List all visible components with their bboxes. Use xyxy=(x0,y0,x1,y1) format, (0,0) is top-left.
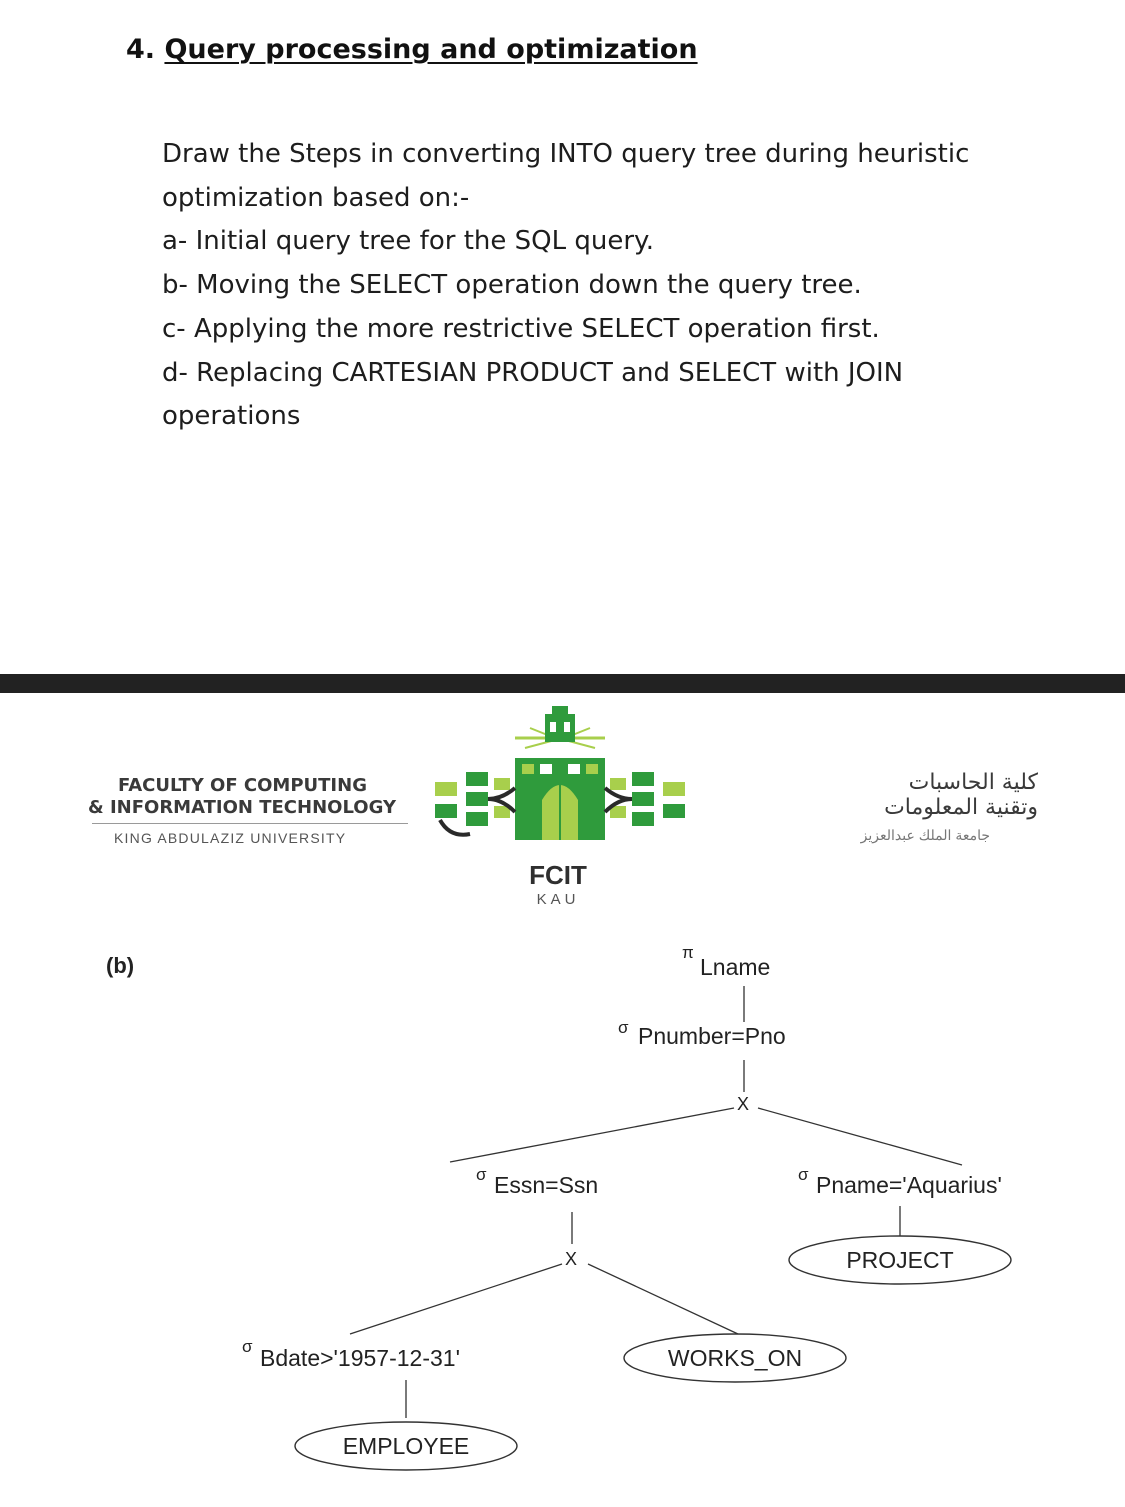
node-cross-top: X xyxy=(737,1094,750,1114)
figure-label: (b) xyxy=(106,953,135,978)
item-d-continued: operations xyxy=(162,401,301,432)
item-a: a- Initial query tree for the SQL query. xyxy=(162,226,654,257)
edge-cross-to-pname xyxy=(758,1108,962,1165)
sigma-symbol: σ xyxy=(476,1165,487,1184)
node-cross-bottom: X xyxy=(565,1249,578,1269)
relation-employee: EMPLOYEE xyxy=(342,1433,470,1459)
item-b: b- Moving the SELECT operation down the query tree. xyxy=(162,270,862,301)
pi-symbol: π xyxy=(682,943,694,962)
intro-line: optimization based on:- xyxy=(162,182,470,213)
relation-project: PROJECT xyxy=(846,1247,954,1273)
university-name: KING ABDULAZIZ UNIVERSITY xyxy=(114,830,347,846)
node-select-pnumber: Pnumber=Pno xyxy=(638,1023,786,1049)
sigma-symbol: σ xyxy=(242,1337,253,1356)
edge-cross-to-works-on xyxy=(588,1264,738,1334)
question-number: 4. xyxy=(126,34,156,65)
fcit-abbrev: FCIT xyxy=(529,860,587,890)
node-select-bdate: Bdate>'1957-12-31' xyxy=(260,1345,460,1371)
item-c: c- Applying the more restrictive SELECT operation first. xyxy=(162,313,880,344)
node-select-essn: Essn=Ssn xyxy=(494,1172,599,1198)
arabic-university-name: جامعة الملك عبدالعزيز xyxy=(860,827,990,843)
tree-labels xyxy=(242,943,1002,1459)
item-d: d- Replacing CARTESIAN PRODUCT and SELECT with JOIN xyxy=(162,357,904,388)
faculty-name-line2: & INFORMATION TECHNOLOGY xyxy=(88,797,396,818)
faculty-name-line1: FACULTY OF COMPUTING xyxy=(118,775,367,796)
relation-works-on: WORKS_ON xyxy=(667,1345,803,1371)
node-select-pname: Pname='Aquarius' xyxy=(816,1172,1002,1198)
kau-abbrev: KAU xyxy=(536,891,580,908)
edge-cross-to-essn xyxy=(450,1108,734,1162)
question-title: Query processing and optimization xyxy=(164,34,698,65)
edge-cross-to-bdate xyxy=(350,1264,562,1334)
intro-line: Draw the Steps in converting INTO query tree during heuristic xyxy=(162,139,970,169)
arabic-faculty-line1: كلية الحاسبات xyxy=(908,770,1038,795)
sigma-symbol: σ xyxy=(798,1165,809,1184)
arabic-faculty-line2: وتقنية المعلومات xyxy=(884,795,1038,820)
node-project-lname: Lname xyxy=(700,954,771,980)
sigma-symbol: σ xyxy=(618,1018,629,1037)
